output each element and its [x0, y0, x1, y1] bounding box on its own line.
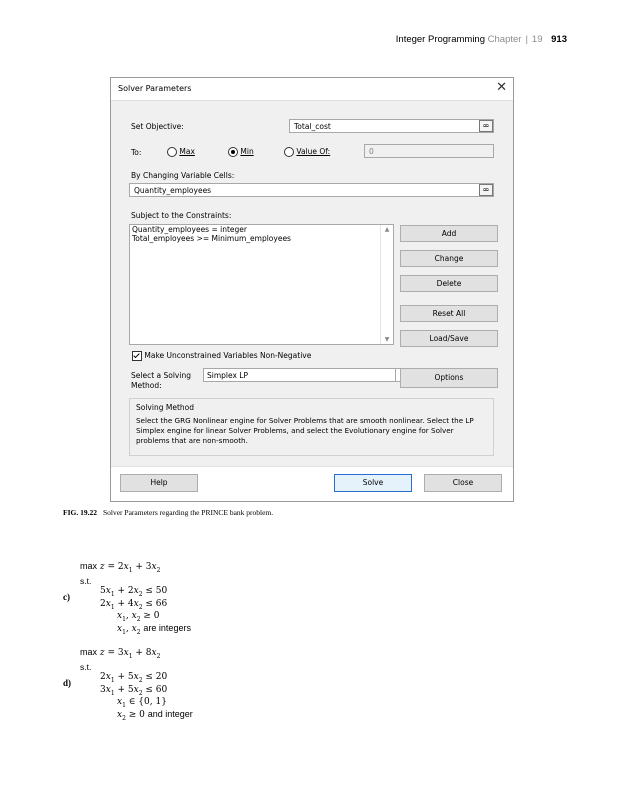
solving-method-value: Simplex LP — [207, 371, 249, 380]
scroll-up-icon[interactable]: ▲ — [384, 226, 390, 233]
figure-caption-label: FIG. 19.22 — [63, 508, 97, 517]
page-number: 913 — [551, 34, 567, 45]
running-header: Integer Programming Chapter | 19 913 — [395, 34, 567, 45]
objective-collapse-icon[interactable]: ⮹ — [479, 120, 493, 132]
problem-d-constraint-4: $x_2 \ge 0$ and integer — [117, 709, 193, 722]
solving-method-label-line2: Method: — [131, 381, 162, 390]
problem-d-st: s.t. — [80, 662, 92, 672]
nonneg-checkbox[interactable] — [132, 351, 142, 361]
add-button[interactable]: Add — [400, 225, 498, 242]
load-save-button[interactable]: Load/Save — [400, 330, 498, 347]
radio-max-icon[interactable] — [167, 147, 177, 157]
solve-button[interactable]: Solve — [334, 474, 412, 492]
problem-c-constraint-1: $5x_1 + 2x_2 \le 50$ — [100, 586, 168, 598]
solving-method-title: Solving Method — [136, 403, 194, 412]
problem-c-label: c) — [63, 592, 70, 602]
problem-d-label: d) — [63, 678, 72, 688]
options-button[interactable]: Options — [400, 368, 498, 388]
solving-method-text-line2: Simplex engine for linear Solver Problems, and select the Evolutionary engine for Solver — [136, 426, 454, 435]
solving-method-label — [131, 371, 191, 391]
problem-d-constraint-1: $2x_1 + 5x_2 \le 20$ — [100, 672, 168, 684]
problem-c-constraint-3: $x_1$, $x_2 \ge 0$ — [117, 611, 160, 623]
problem-c-constraint-4: $x_1$, $x_2$ are integers — [117, 623, 191, 636]
list-item[interactable]: Total_employees >= Minimum_employees — [132, 234, 291, 243]
scroll-down-icon[interactable]: ▼ — [384, 336, 390, 343]
to-label: To: — [131, 148, 142, 157]
problem-c-st: s.t. — [80, 576, 92, 586]
figure-caption-text: Solver Parameters regarding the PRINCE bank problem. — [102, 508, 274, 517]
problem-d-objective: $\max z = 3x_1 + 8x_2$ — [80, 647, 161, 660]
problem-c-constraint-2: $2x_1 + 4x_2 \le 66$ — [100, 599, 168, 611]
list-item[interactable]: Quantity_employees = integer — [132, 225, 247, 234]
radio-min-icon[interactable] — [228, 147, 238, 157]
running-header-chapter-num: 19 — [531, 34, 543, 45]
solving-method-select[interactable] — [203, 368, 409, 382]
solving-method-text-line1: Select the GRG Nonlinear engine for Solver Problems that are smooth nonlinear. Select the LP — [136, 416, 474, 425]
problem-c-objective: $\max z = 2x_1 + 3x_2$ — [80, 561, 161, 574]
constraints-list[interactable] — [129, 224, 394, 345]
change-button[interactable]: Change — [400, 250, 498, 267]
solver-parameters-dialog — [110, 77, 514, 502]
radio-value-of-label: Value Of: — [296, 147, 331, 156]
nonneg-label: Make Unconstrained Variables Non-Negative — [144, 351, 312, 360]
constraints-scrollbar[interactable] — [380, 225, 393, 344]
problem-d-constraint-2: $3x_1 + 5x_2 \le 60$ — [100, 685, 168, 697]
radio-max-label: Max — [179, 147, 195, 156]
delete-button[interactable]: Delete — [400, 275, 498, 292]
close-icon[interactable]: ✕ — [496, 80, 507, 95]
solving-method-label-line1: Select a Solving — [131, 371, 191, 380]
objective-input[interactable]: Total_cost — [289, 119, 494, 133]
changing-cells-collapse-icon[interactable]: ⮹ — [479, 184, 493, 196]
running-header-chapter: Chapter — [487, 34, 522, 45]
radio-max[interactable] — [167, 147, 195, 157]
nonneg-checkbox-row[interactable] — [132, 351, 311, 361]
changing-cells-label: By Changing Variable Cells: — [131, 171, 235, 180]
value-of-input[interactable]: 0 — [364, 144, 494, 158]
radio-min[interactable] — [228, 147, 254, 157]
help-button[interactable]: Help — [120, 474, 198, 492]
set-objective-label: Set Objective: — [131, 122, 184, 131]
radio-value-of[interactable] — [284, 147, 330, 157]
solving-method-group — [129, 398, 494, 456]
changing-cells-input[interactable]: Quantity_employees — [129, 183, 494, 197]
figure-caption — [63, 508, 273, 517]
reset-all-button[interactable]: Reset All — [400, 305, 498, 322]
problem-d-constraint-3: $x_1$ ∈ {0, 1} — [117, 697, 167, 709]
constraints-label: Subject to the Constraints: — [131, 211, 232, 220]
running-header-title: Integer Programming — [395, 34, 485, 45]
solving-method-description — [136, 416, 487, 446]
radio-value-of-icon[interactable] — [284, 147, 294, 157]
radio-min-label: Min — [240, 147, 254, 156]
dialog-footer — [111, 466, 513, 501]
solving-method-text-line3: problems that are non-smooth. — [136, 436, 248, 445]
dialog-titlebar — [111, 78, 513, 101]
dialog-title: Solver Parameters — [118, 84, 192, 93]
close-button[interactable]: Close — [424, 474, 502, 492]
